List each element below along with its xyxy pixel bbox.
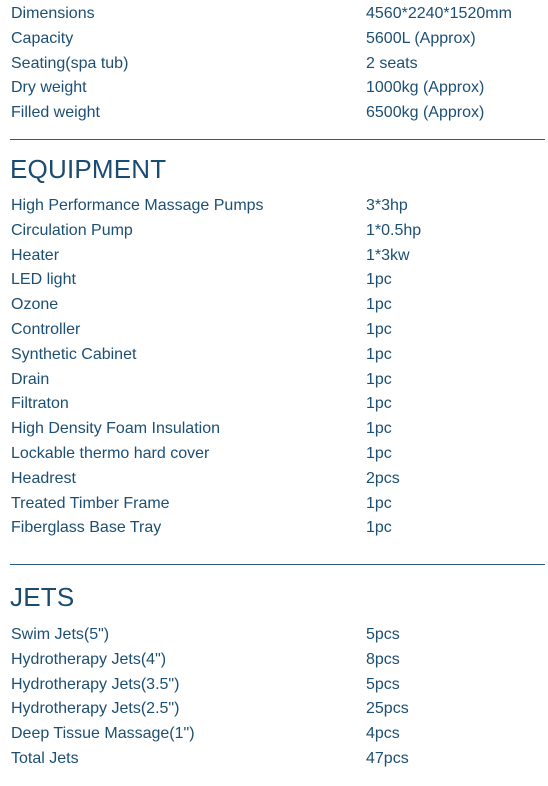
equipment-label: Drain: [11, 370, 50, 388]
equipment-heading: EQUIPMENT: [10, 154, 167, 184]
equipment-row: [0, 244, 548, 269]
equipment-label: Lockable thermo hard cover: [11, 444, 210, 462]
equipment-label: Ozone: [11, 296, 59, 314]
equipment-table: [0, 194, 548, 541]
equipment-row: [0, 194, 548, 219]
spec-row-seating: [0, 52, 548, 77]
equipment-row: [0, 442, 548, 467]
equipment-value: 1pc: [366, 296, 392, 314]
equipment-value: 1pc: [366, 519, 392, 537]
jets-table: [0, 623, 548, 772]
jets-row: [0, 697, 548, 722]
spec-row-capacity: [0, 27, 548, 52]
equipment-label: Treated Timber Frame: [11, 494, 170, 512]
jets-label: Deep Tissue Massage(1"): [11, 725, 195, 743]
jets-value: 8pcs: [366, 650, 400, 668]
jets-heading: JETS: [10, 582, 75, 612]
jets-value: 25pcs: [366, 700, 409, 718]
equipment-row: [0, 318, 548, 343]
spec-row-dimensions: [0, 2, 548, 27]
jets-row-total: [0, 747, 548, 772]
equipment-value: 1pc: [366, 345, 392, 363]
spec-value: 4560*2240*1520mm: [366, 5, 512, 22]
equipment-value: 3*3hp: [366, 197, 408, 214]
equipment-label: LED light: [11, 271, 76, 289]
equipment-row: [0, 293, 548, 318]
jets-label: Swim Jets(5"): [11, 626, 110, 643]
equipment-row: [0, 467, 548, 492]
equipment-row: [0, 392, 548, 417]
jets-row: [0, 673, 548, 698]
equipment-value: 1pc: [366, 395, 392, 413]
equipment-row: [0, 516, 548, 541]
equipment-value: 1*0.5hp: [366, 221, 422, 239]
equipment-value: 1pc: [366, 420, 392, 438]
jets-value: 4pcs: [366, 725, 400, 743]
jets-value: 5pcs: [366, 626, 400, 643]
equipment-label: Controller: [11, 320, 81, 338]
specs-table: [0, 2, 548, 126]
jets-row: [0, 722, 548, 747]
spec-value: 1000kg (Approx): [366, 79, 485, 97]
equipment-value: 1*3kw: [366, 246, 410, 264]
spec-label: Dry weight: [11, 79, 87, 97]
equipment-row: [0, 417, 548, 442]
equipment-value: 1pc: [366, 271, 392, 289]
jets-label: Hydrotherapy Jets(4"): [11, 650, 167, 668]
spec-label: Seating(spa tub): [11, 54, 129, 72]
equipment-value: 1pc: [366, 444, 392, 462]
equipment-label: Headrest: [11, 469, 76, 487]
equipment-label: Heater: [11, 246, 60, 264]
spec-row-dry-weight: [0, 76, 548, 101]
spec-row-filled-weight: [0, 101, 548, 126]
equipment-label: High Density Foam Insulation: [11, 420, 220, 438]
equipment-label: Circulation Pump: [11, 221, 133, 239]
section-divider: [10, 564, 545, 565]
spec-value: 6500kg (Approx): [366, 104, 485, 122]
equipment-row: [0, 219, 548, 244]
spec-label: Dimensions: [11, 5, 95, 22]
equipment-value: 1pc: [366, 370, 392, 388]
equipment-label: Fiberglass Base Tray: [11, 519, 162, 537]
equipment-value: 1pc: [366, 320, 392, 338]
equipment-label: Synthetic Cabinet: [11, 345, 137, 363]
equipment-value: 1pc: [366, 494, 392, 512]
equipment-value: 2pcs: [366, 469, 400, 487]
equipment-label: Filtraton: [11, 395, 69, 413]
spec-label: Capacity: [11, 29, 74, 47]
spec-value: 2 seats: [366, 54, 418, 72]
jets-value: 47pcs: [366, 749, 409, 767]
jets-value: 5pcs: [366, 675, 400, 693]
equipment-label: High Performance Massage Pumps: [11, 197, 264, 214]
equipment-row: [0, 492, 548, 517]
equipment-row: [0, 368, 548, 393]
spec-value: 5600L (Approx): [366, 29, 476, 47]
jets-row: [0, 648, 548, 673]
jets-row: [0, 623, 548, 648]
spec-label: Filled weight: [11, 104, 100, 122]
equipment-row: [0, 268, 548, 293]
jets-label: Hydrotherapy Jets(3.5"): [11, 675, 180, 693]
section-divider: [10, 139, 545, 140]
jets-label: Hydrotherapy Jets(2.5"): [11, 700, 180, 718]
jets-label: Total Jets: [11, 749, 79, 767]
equipment-row: [0, 343, 548, 368]
